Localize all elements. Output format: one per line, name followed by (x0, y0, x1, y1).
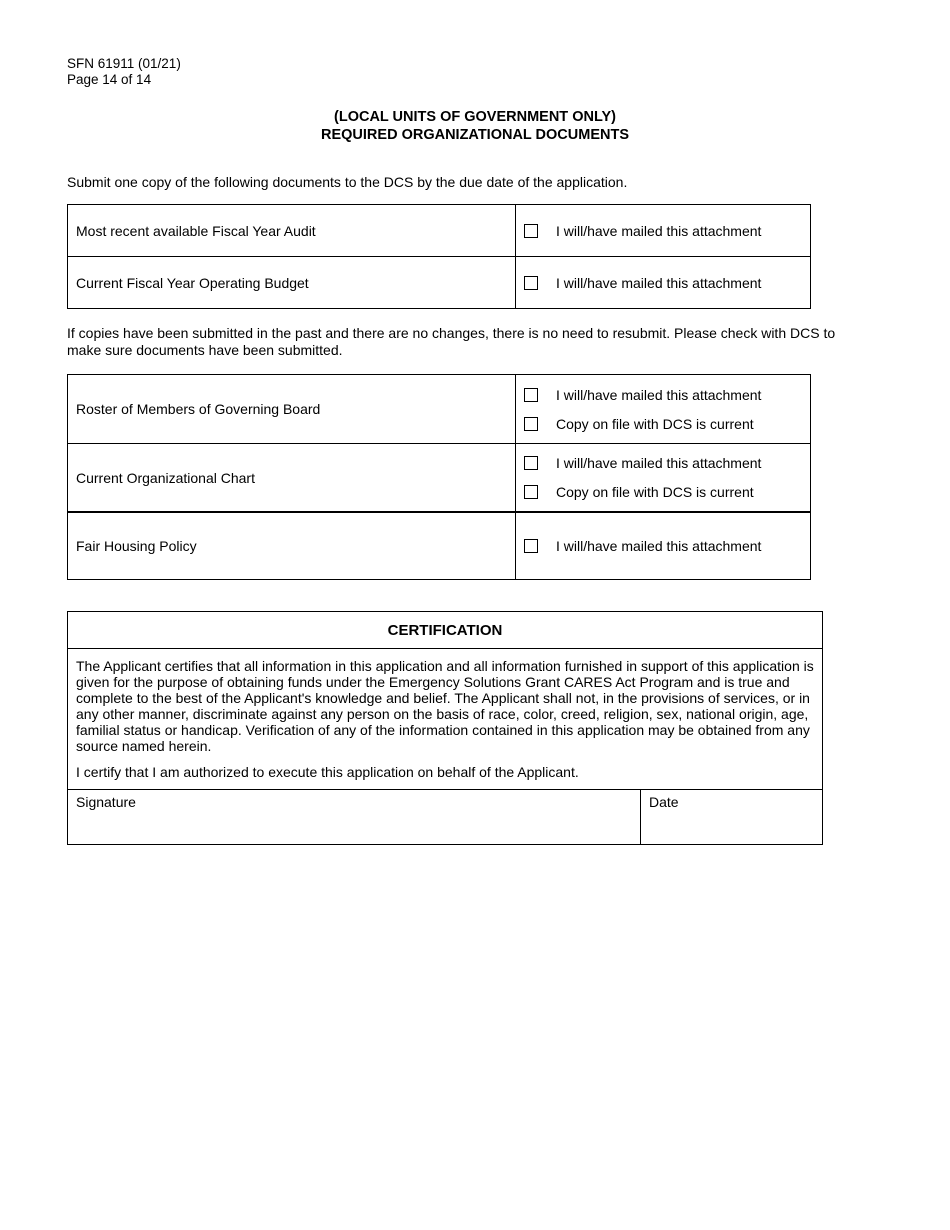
intro-text: Submit one copy of the following documents to the DCS by the due date of the application. (67, 174, 628, 190)
authorization-statement: I certify that I am authorized to execute this application on behalf of the Applicant. (76, 764, 579, 780)
document-label: Roster of Members of Governing Board (68, 375, 516, 443)
on-file-checkbox[interactable] (524, 417, 538, 431)
mailed-checkbox[interactable] (524, 456, 538, 470)
signature-row (68, 790, 822, 844)
mailed-checkbox[interactable] (524, 388, 538, 402)
document-row-org-chart (68, 444, 810, 513)
option-label: Copy on file with DCS is current (556, 484, 754, 500)
date-field[interactable] (641, 790, 822, 844)
page-number: Page 14 of 14 (67, 72, 152, 87)
option-label: I will/have mailed this attachment (556, 386, 762, 403)
certification-statement: The Applicant certifies that all information in this application and all information furnished in support of this application is given for the purpose of obtaining funds under the Emergency Solutions Grant CARES Act Program and is true and complete to the best of the Applicant's knowledge and belief. The Applicant shall not, in the provisions of services, or in any other manner, discriminate against any person on the basis of race, color, creed, religion, sex, national origin, age, familial status or handicap. Verification of any of the information contained in this application may be obtained from any source named herein. (76, 658, 814, 754)
document-options (516, 257, 810, 308)
resubmit-note: If copies have been submitted in the past and there are no changes, there is no need to resubmit. Please check with DCS to make sure documents have been submitted. (67, 325, 836, 358)
option-mailed[interactable] (524, 216, 810, 245)
on-file-checkbox[interactable] (524, 485, 538, 499)
certification-body (68, 649, 822, 790)
form-identifier (67, 56, 181, 88)
page-title-line2: REQUIRED ORGANIZATIONAL DOCUMENTS (321, 127, 629, 143)
option-label: I will/have mailed this attachment (556, 538, 762, 554)
mailed-checkbox[interactable] (524, 224, 538, 238)
page-title (0, 108, 950, 144)
option-label: I will/have mailed this attachment (556, 274, 762, 291)
date-label: Date (649, 794, 679, 810)
document-options (516, 444, 810, 511)
document-options (516, 513, 810, 579)
option-mailed[interactable] (524, 449, 810, 478)
option-on-file[interactable] (524, 409, 810, 438)
required-documents-table (67, 204, 811, 309)
document-row-fiscal-audit (68, 205, 810, 257)
option-on-file[interactable] (524, 478, 810, 507)
document-options (516, 205, 810, 256)
option-label: I will/have mailed this attachment (556, 455, 762, 471)
certification-section (67, 611, 823, 845)
document-label: Fair Housing Policy (68, 513, 516, 579)
page-title-line1: (LOCAL UNITS OF GOVERNMENT ONLY) (334, 109, 616, 125)
document-row-operating-budget (68, 257, 810, 308)
form-number: SFN 61911 (01/21) (67, 56, 181, 71)
signature-field[interactable] (68, 790, 641, 844)
document-options (516, 375, 810, 443)
option-label: I will/have mailed this attachment (556, 222, 762, 239)
mailed-checkbox[interactable] (524, 276, 538, 290)
document-row-board-roster (68, 375, 810, 444)
document-label: Current Fiscal Year Operating Budget (68, 257, 516, 308)
mailed-checkbox[interactable] (524, 539, 538, 553)
document-label: Most recent available Fiscal Year Audit (68, 205, 516, 256)
document-row-fair-housing (68, 513, 810, 579)
option-mailed[interactable] (524, 380, 810, 409)
option-mailed[interactable] (524, 532, 810, 561)
signature-label: Signature (76, 794, 136, 810)
option-label: Copy on file with DCS is current (556, 415, 754, 432)
document-label: Current Organizational Chart (68, 444, 516, 511)
optional-documents-table (67, 374, 811, 580)
certification-heading: CERTIFICATION (68, 612, 822, 649)
option-mailed[interactable] (524, 268, 810, 297)
